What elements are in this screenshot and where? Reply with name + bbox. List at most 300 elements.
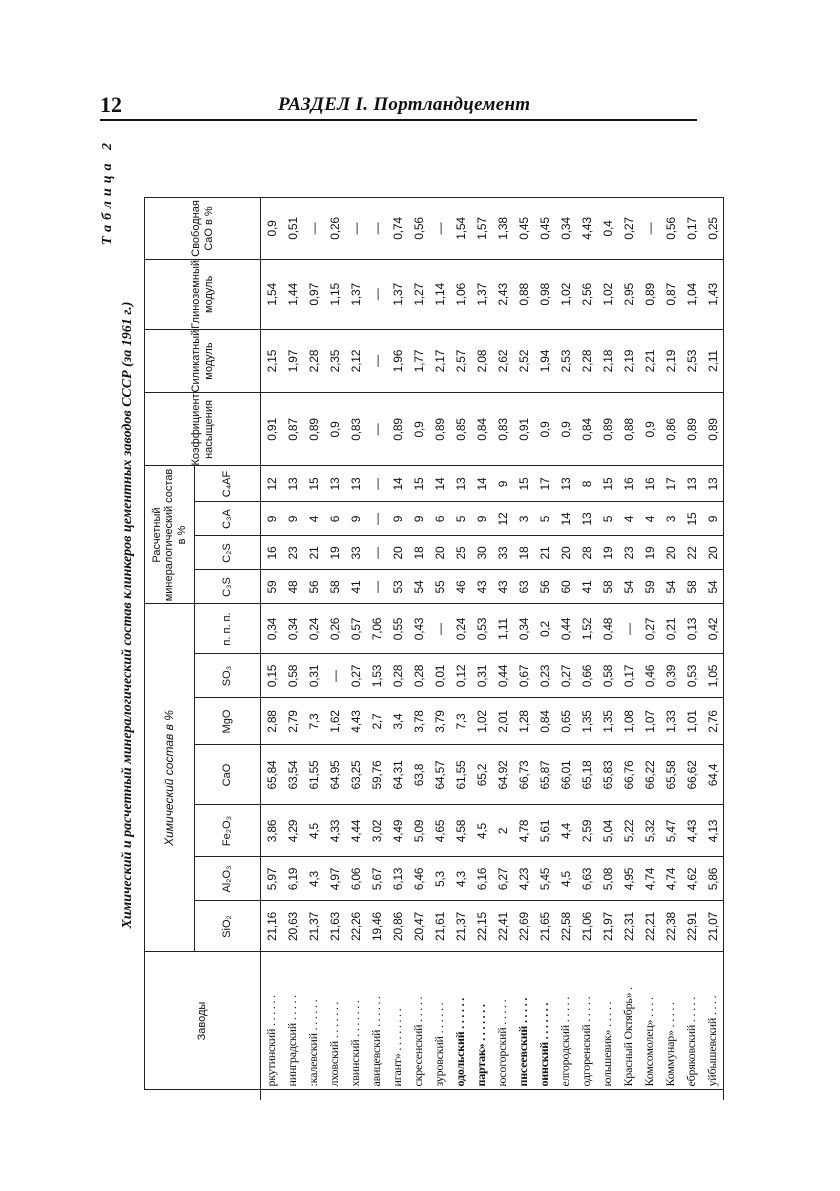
- cell-n: 1,96: [387, 329, 408, 393]
- cell-fe2o3: 4,58: [450, 805, 471, 857]
- cell-p: 1,15: [324, 259, 345, 329]
- cell-mgo: 7,3: [303, 698, 324, 745]
- plant-name-cell: игант» . . . . . . . .: [387, 952, 408, 1090]
- cell-mgo: 2,76: [702, 698, 724, 745]
- cell-p: 1,37: [345, 259, 366, 329]
- cell-n: 2,35: [324, 329, 345, 393]
- cell-c4af: 13: [450, 466, 471, 502]
- cell-mgo: 2,01: [492, 698, 513, 745]
- cell-al2o3: 4,62: [681, 857, 702, 901]
- cell-fe2o3: 4,4: [555, 805, 576, 857]
- cell-p: 2,95: [618, 259, 639, 329]
- row-lead-cell: [555, 1090, 576, 1100]
- cell-c4af: 16: [618, 466, 639, 502]
- cell-sio2: 21,61: [429, 901, 450, 952]
- cell-sio2: 21,37: [450, 901, 471, 952]
- table-row: [555, 197, 576, 1100]
- cell-free-cao: 0,34: [555, 197, 576, 259]
- cell-so3: 0,66: [576, 654, 597, 698]
- plant-name-cell: авицевский . . . . . .: [366, 952, 387, 1090]
- row-lead-cell: [366, 1090, 387, 1100]
- cell-so3: 0,28: [387, 654, 408, 698]
- cell-c2s: 33: [492, 536, 513, 570]
- cell-c3a: 4: [618, 502, 639, 536]
- cell-cao: 66,73: [513, 745, 534, 805]
- cell-mgo: 1,01: [681, 698, 702, 745]
- plant-name-cell: юсогорский . . . . .: [492, 952, 513, 1090]
- cell-fe2o3: 4,43: [681, 805, 702, 857]
- cell-free-cao: 0,17: [681, 197, 702, 259]
- cell-c4af: 13: [282, 466, 303, 502]
- plant-name-cell: хвинский . . . . . . .: [345, 952, 366, 1090]
- cell-sio2: 22,26: [345, 901, 366, 952]
- table-row: [408, 197, 429, 1100]
- page-number: 12: [100, 92, 122, 117]
- cell-cao: 64,4: [702, 745, 724, 805]
- cell-free-cao: 0,27: [618, 197, 639, 259]
- cell-c3s: 48: [282, 570, 303, 604]
- cell-fe2o3: 5,47: [660, 805, 681, 857]
- cell-ppp: 0,21: [660, 604, 681, 654]
- col-sio2: SiO₂: [195, 901, 261, 952]
- cell-cao: 64,57: [429, 745, 450, 805]
- cell-p: 1,06: [450, 259, 471, 329]
- row-lead-cell: [303, 1090, 324, 1100]
- cell-p: 1,54: [261, 259, 283, 329]
- cell-al2o3: 4,5: [555, 857, 576, 901]
- col-cao: CaO: [195, 745, 261, 805]
- cell-ks: 0,89: [681, 393, 702, 466]
- lead-blank-cell: [145, 1090, 261, 1100]
- cell-al2o3: 6,27: [492, 857, 513, 901]
- plant-name-cell: :калевский . . . . . .: [303, 952, 324, 1090]
- cell-sio2: 21,06: [576, 901, 597, 952]
- cell-c4af: 13: [345, 466, 366, 502]
- cell-c3s: 56: [303, 570, 324, 604]
- plant-name-cell: Красный Октябрь» .: [618, 952, 639, 1090]
- cell-fe2o3: 4,33: [324, 805, 345, 857]
- cell-cao: 64,92: [492, 745, 513, 805]
- cell-c4af: 13: [681, 466, 702, 502]
- plant-name-cell: нинградский . . . . .: [282, 952, 303, 1090]
- cell-ppp: 1,52: [576, 604, 597, 654]
- cell-sio2: 21,16: [261, 901, 283, 952]
- cell-ppp: 0,55: [387, 604, 408, 654]
- cell-ppp: 0,2: [534, 604, 555, 654]
- cell-n: 2,53: [681, 329, 702, 393]
- cell-al2o3: 6,19: [282, 857, 303, 901]
- cell-sio2: 21,65: [534, 901, 555, 952]
- cell-n: 2,62: [492, 329, 513, 393]
- cell-so3: 0,15: [261, 654, 283, 698]
- table-row: [450, 197, 471, 1100]
- cell-p: 0,87: [660, 259, 681, 329]
- cell-cao: 65,2: [471, 745, 492, 805]
- cell-c4af: 17: [660, 466, 681, 502]
- cell-so3: 0,12: [450, 654, 471, 698]
- cell-al2o3: 4,3: [303, 857, 324, 901]
- cell-p: 1,02: [555, 259, 576, 329]
- cell-c3a: 9: [408, 502, 429, 536]
- cell-fe2o3: 2: [492, 805, 513, 857]
- col-alumina-modulus: Глиноземный модуль: [145, 259, 261, 329]
- header-rule: [100, 119, 697, 121]
- cell-ks: 0,91: [513, 393, 534, 466]
- cell-ks: 0,89: [303, 393, 324, 466]
- cell-mgo: 0,65: [555, 698, 576, 745]
- table-body: [261, 197, 724, 1100]
- table-row: [303, 197, 324, 1100]
- cell-c4af: 14: [387, 466, 408, 502]
- cell-so3: 0,01: [429, 654, 450, 698]
- cell-n: 2,19: [660, 329, 681, 393]
- plant-name-cell: скресенский . . . . .: [408, 952, 429, 1090]
- cell-cao: 66,22: [639, 745, 660, 805]
- cell-cao: 64,95: [324, 745, 345, 805]
- cell-mgo: 2,79: [282, 698, 303, 745]
- cell-ks: 0,89: [429, 393, 450, 466]
- cell-c3s: 54: [618, 570, 639, 604]
- cell-so3: —: [324, 654, 345, 698]
- cell-cao: 63,54: [282, 745, 303, 805]
- cell-c2s: 20: [555, 536, 576, 570]
- cell-mgo: 4,43: [345, 698, 366, 745]
- cell-ks: 0,9: [534, 393, 555, 466]
- row-lead-cell: [345, 1090, 366, 1100]
- col-c2s: C₂S: [195, 536, 261, 570]
- cell-so3: 0,39: [660, 654, 681, 698]
- cell-c4af: 16: [639, 466, 660, 502]
- cell-cao: 65,84: [261, 745, 283, 805]
- cell-al2o3: 5,86: [702, 857, 724, 901]
- row-lead-cell: [324, 1090, 345, 1100]
- table-row: [618, 197, 639, 1100]
- col-so3: SO₃: [195, 654, 261, 698]
- cell-ks: 0,9: [639, 393, 660, 466]
- plant-name-cell: ркутинский . . . . . .: [261, 952, 283, 1090]
- cell-n: 2,15: [261, 329, 283, 393]
- cell-c3s: 58: [681, 570, 702, 604]
- cell-c2s: 18: [513, 536, 534, 570]
- cell-fe2o3: 4,29: [282, 805, 303, 857]
- table-row: [324, 197, 345, 1100]
- cell-cao: 66,62: [681, 745, 702, 805]
- cell-p: 1,37: [387, 259, 408, 329]
- cell-so3: 0,28: [408, 654, 429, 698]
- cell-so3: 0,67: [513, 654, 534, 698]
- cell-sio2: 19,46: [366, 901, 387, 952]
- cell-n: 1,97: [282, 329, 303, 393]
- cell-sio2: 20,63: [282, 901, 303, 952]
- cell-c3s: 59: [261, 570, 283, 604]
- cell-cao: 65,87: [534, 745, 555, 805]
- cell-ks: 0,85: [450, 393, 471, 466]
- cell-ppp: 0,24: [450, 604, 471, 654]
- cell-c3s: 41: [576, 570, 597, 604]
- cell-p: 1,44: [282, 259, 303, 329]
- cell-cao: 64,31: [387, 745, 408, 805]
- table-row: [597, 197, 618, 1100]
- cell-c2s: 21: [534, 536, 555, 570]
- cell-fe2o3: 4,5: [471, 805, 492, 857]
- cell-al2o3: 4,74: [660, 857, 681, 901]
- cell-al2o3: 6,16: [471, 857, 492, 901]
- cell-so3: 0,44: [492, 654, 513, 698]
- cell-n: 1,94: [534, 329, 555, 393]
- plant-name-cell: зуровский . . . . . .: [429, 952, 450, 1090]
- cell-fe2o3: 5,04: [597, 805, 618, 857]
- cell-mgo: 1,33: [660, 698, 681, 745]
- cell-c3s: 60: [555, 570, 576, 604]
- cell-al2o3: 5,3: [429, 857, 450, 901]
- cell-c3s: 43: [471, 570, 492, 604]
- cell-mgo: 1,35: [576, 698, 597, 745]
- cell-free-cao: —: [366, 197, 387, 259]
- cell-sio2: 22,69: [513, 901, 534, 952]
- table-row: [513, 197, 534, 1100]
- cell-so3: 0,53: [681, 654, 702, 698]
- cell-c3s: 63: [513, 570, 534, 604]
- cell-c3s: 55: [429, 570, 450, 604]
- col-c3a: C₃A: [195, 502, 261, 536]
- cell-c2s: 21: [303, 536, 324, 570]
- cell-sio2: 22,21: [639, 901, 660, 952]
- cell-fe2o3: 4,65: [429, 805, 450, 857]
- cell-c2s: 19: [639, 536, 660, 570]
- cell-ks: 0,89: [597, 393, 618, 466]
- cell-ppp: 0,34: [261, 604, 283, 654]
- cell-p: 1,37: [471, 259, 492, 329]
- group-chemical: Химический состав в %: [145, 604, 195, 952]
- cell-ks: 0,89: [387, 393, 408, 466]
- cell-c3a: 5: [534, 502, 555, 536]
- cell-c3a: 3: [660, 502, 681, 536]
- plant-name-cell: уйбышевский . . . .: [702, 952, 724, 1090]
- cell-n: 2,18: [597, 329, 618, 393]
- cell-c3s: 59: [639, 570, 660, 604]
- cell-c3a: 9: [471, 502, 492, 536]
- cell-al2o3: 5,08: [597, 857, 618, 901]
- cell-p: 0,88: [513, 259, 534, 329]
- row-lead-cell: [261, 1090, 283, 1100]
- cell-c2s: 23: [282, 536, 303, 570]
- cell-ppp: —: [618, 604, 639, 654]
- cell-fe2o3: 5,61: [534, 805, 555, 857]
- row-lead-cell: [534, 1090, 555, 1100]
- cell-c2s: 19: [597, 536, 618, 570]
- cell-ppp: 0,57: [345, 604, 366, 654]
- cell-ks: 0,87: [282, 393, 303, 466]
- cell-p: 1,04: [681, 259, 702, 329]
- cell-c4af: 9: [492, 466, 513, 502]
- cell-ks: 0,9: [555, 393, 576, 466]
- cell-mgo: 3,78: [408, 698, 429, 745]
- plant-name-cell: Коммунар» . . . . .: [660, 952, 681, 1090]
- cell-mgo: 1,28: [513, 698, 534, 745]
- row-lead-cell: [387, 1090, 408, 1100]
- cell-c3s: 54: [408, 570, 429, 604]
- row-lead-cell: [492, 1090, 513, 1100]
- cell-p: 1,27: [408, 259, 429, 329]
- cell-free-cao: —: [639, 197, 660, 259]
- cell-mgo: 1,35: [597, 698, 618, 745]
- cell-c3a: 9: [345, 502, 366, 536]
- row-lead-cell: [639, 1090, 660, 1100]
- plant-name-cell: одгоренский . . . . .: [576, 952, 597, 1090]
- cell-sio2: 22,41: [492, 901, 513, 952]
- row-lead-cell: [282, 1090, 303, 1100]
- cell-fe2o3: 4,13: [702, 805, 724, 857]
- cell-c3s: 43: [492, 570, 513, 604]
- cell-p: 0,97: [303, 259, 324, 329]
- cell-n: 2,21: [639, 329, 660, 393]
- cell-c3a: 9: [261, 502, 283, 536]
- cell-mgo: 2,88: [261, 698, 283, 745]
- cell-n: 2,08: [471, 329, 492, 393]
- cell-so3: 1,05: [702, 654, 724, 698]
- cell-c3s: 46: [450, 570, 471, 604]
- cell-p: 1,43: [702, 259, 724, 329]
- cell-sio2: 22,15: [471, 901, 492, 952]
- cell-al2o3: 4,97: [324, 857, 345, 901]
- cell-cao: 66,01: [555, 745, 576, 805]
- cell-c3s: 56: [534, 570, 555, 604]
- cell-n: 2,19: [618, 329, 639, 393]
- cell-free-cao: 1,38: [492, 197, 513, 259]
- table-row: [681, 197, 702, 1100]
- cell-free-cao: 0,74: [387, 197, 408, 259]
- table-row: [429, 197, 450, 1100]
- cell-ppp: 0,48: [597, 604, 618, 654]
- cell-n: 2,52: [513, 329, 534, 393]
- cell-c3a: 12: [492, 502, 513, 536]
- cell-p: 2,43: [492, 259, 513, 329]
- cell-mgo: 7,3: [450, 698, 471, 745]
- cell-free-cao: 1,54: [450, 197, 471, 259]
- plant-name-cell: пнсеевский . . . . .: [513, 952, 534, 1090]
- cell-al2o3: 5,67: [366, 857, 387, 901]
- cell-cao: 61,55: [450, 745, 471, 805]
- table-row: [366, 197, 387, 1100]
- cell-c4af: 14: [471, 466, 492, 502]
- cell-sio2: 22,58: [555, 901, 576, 952]
- cell-mgo: 1,62: [324, 698, 345, 745]
- cell-free-cao: 4,43: [576, 197, 597, 259]
- cell-sio2: 21,37: [303, 901, 324, 952]
- row-lead-cell: [660, 1090, 681, 1100]
- cell-c2s: 25: [450, 536, 471, 570]
- cell-sio2: 21,97: [597, 901, 618, 952]
- cell-c3a: 9: [702, 502, 724, 536]
- cell-c3a: 3: [513, 502, 534, 536]
- cell-sio2: 22,91: [681, 901, 702, 952]
- row-lead-cell: [618, 1090, 639, 1100]
- cell-c2s: 23: [618, 536, 639, 570]
- cell-c4af: 12: [261, 466, 283, 502]
- cell-c4af: 13: [555, 466, 576, 502]
- table-label: Таблица 2: [100, 138, 115, 245]
- row-lead-cell: [471, 1090, 492, 1100]
- cell-p: 2,56: [576, 259, 597, 329]
- cell-c3a: —: [366, 502, 387, 536]
- plant-name-cell: Комсомолец» . . . .: [639, 952, 660, 1090]
- cell-c3a: 9: [282, 502, 303, 536]
- cell-so3: 0,58: [597, 654, 618, 698]
- row-lead-cell: [408, 1090, 429, 1100]
- col-silicate-modulus: Силикатный модуль: [145, 329, 261, 393]
- col-al2o3: Al₂O₃: [195, 857, 261, 901]
- cell-p: 0,98: [534, 259, 555, 329]
- row-lead-cell: [450, 1090, 471, 1100]
- cell-fe2o3: 5,22: [618, 805, 639, 857]
- table-row: [261, 197, 283, 1100]
- cell-ppp: 0,27: [639, 604, 660, 654]
- cell-c2s: 22: [681, 536, 702, 570]
- cell-c4af: 14: [429, 466, 450, 502]
- cell-c4af: 15: [597, 466, 618, 502]
- cell-n: 2,53: [555, 329, 576, 393]
- cell-c3a: 4: [639, 502, 660, 536]
- table-row: [702, 197, 724, 1100]
- table-row: [471, 197, 492, 1100]
- clinker-composition-table: [144, 197, 724, 1100]
- cell-so3: 0,27: [345, 654, 366, 698]
- cell-mgo: 1,07: [639, 698, 660, 745]
- cell-c3s: 58: [597, 570, 618, 604]
- col-c3s: C₃S: [195, 570, 261, 604]
- cell-mgo: 3,4: [387, 698, 408, 745]
- cell-mgo: 2,7: [366, 698, 387, 745]
- cell-c3a: 13: [576, 502, 597, 536]
- cell-c3a: 9: [387, 502, 408, 536]
- plant-name-cell: юльшевик» . . . . .: [597, 952, 618, 1090]
- cell-free-cao: 0,51: [282, 197, 303, 259]
- cell-ks: 0,9: [408, 393, 429, 466]
- cell-ppp: 0,24: [303, 604, 324, 654]
- cell-ppp: 0,13: [681, 604, 702, 654]
- cell-c3a: 6: [429, 502, 450, 536]
- row-lead-cell: [702, 1090, 724, 1100]
- cell-c4af: 13: [324, 466, 345, 502]
- cell-ks: 0,83: [492, 393, 513, 466]
- col-fe2o3: Fe₂O₃: [195, 805, 261, 857]
- cell-free-cao: 0,4: [597, 197, 618, 259]
- col-saturation: Коэффициент насыщения: [145, 393, 261, 466]
- cell-ppp: 0,34: [513, 604, 534, 654]
- cell-ppp: 0,26: [324, 604, 345, 654]
- cell-c3s: 58: [324, 570, 345, 604]
- cell-so3: 0,31: [303, 654, 324, 698]
- cell-c3a: 15: [681, 502, 702, 536]
- cell-c2s: 19: [324, 536, 345, 570]
- row-lead-cell: [429, 1090, 450, 1100]
- cell-cao: 63,8: [408, 745, 429, 805]
- cell-n: 2,17: [429, 329, 450, 393]
- table-row: [660, 197, 681, 1100]
- cell-p: —: [366, 259, 387, 329]
- table-row: [576, 197, 597, 1100]
- table-row: [639, 197, 660, 1100]
- cell-c3a: 14: [555, 502, 576, 536]
- cell-free-cao: 0,9: [261, 197, 283, 259]
- cell-c4af: 13: [702, 466, 724, 502]
- cell-sio2: 22,38: [660, 901, 681, 952]
- row-lead-cell: [597, 1090, 618, 1100]
- plant-name-cell: лховский . . . . . . .: [324, 952, 345, 1090]
- cell-ppp: 0,44: [555, 604, 576, 654]
- cell-ks: 0,84: [471, 393, 492, 466]
- cell-n: 2,28: [576, 329, 597, 393]
